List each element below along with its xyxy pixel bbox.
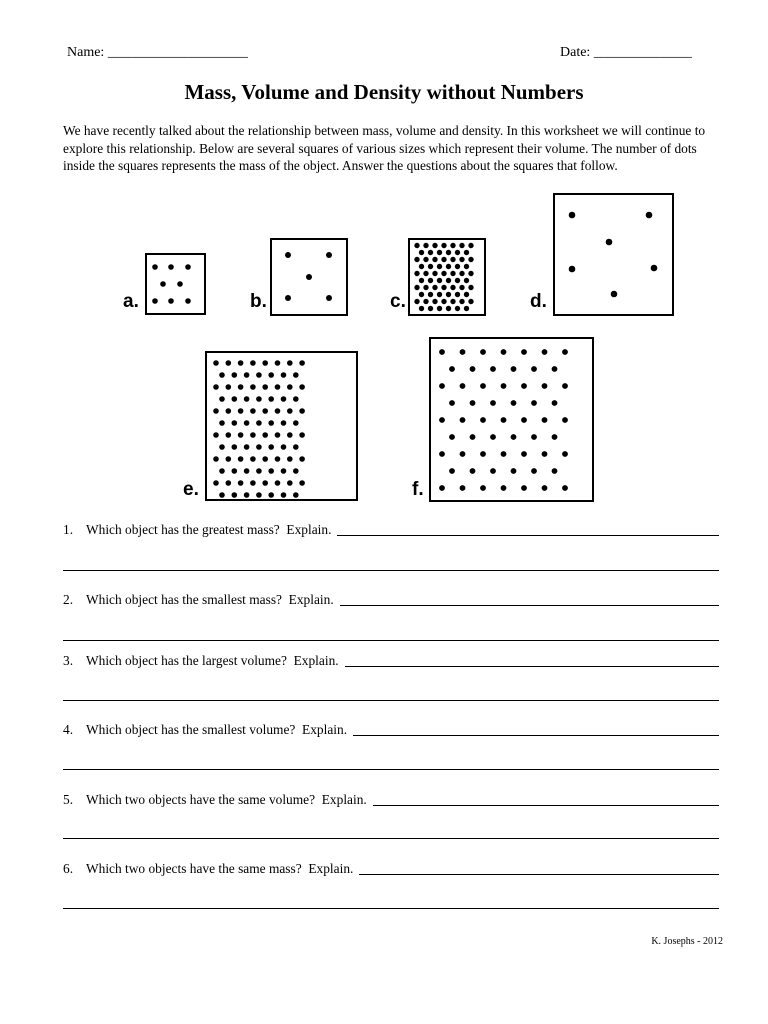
square-f-dot bbox=[480, 417, 486, 423]
square-a-dot bbox=[177, 281, 183, 287]
square-f-dot bbox=[480, 349, 486, 355]
question-2 bbox=[63, 592, 719, 608]
square-c-dot bbox=[419, 292, 424, 297]
square-e-dot bbox=[287, 480, 293, 486]
square-c-dot bbox=[441, 243, 446, 248]
square-e-dot bbox=[226, 432, 232, 438]
answer-blank[interactable] bbox=[345, 654, 719, 667]
square-f-dot bbox=[511, 434, 517, 440]
square-c-dot bbox=[432, 299, 437, 304]
square-e-dot bbox=[226, 408, 232, 414]
square-c-dot bbox=[441, 271, 446, 276]
square-d-label: d. bbox=[530, 291, 547, 312]
square-b-dot bbox=[326, 295, 332, 301]
square-e-dot bbox=[287, 384, 293, 390]
question-number: 2. bbox=[63, 592, 74, 607]
square-e-dot bbox=[275, 432, 281, 438]
square-c-dot bbox=[414, 257, 419, 262]
square-e-dot bbox=[256, 420, 262, 426]
square-e-dot bbox=[238, 384, 244, 390]
square-e-dot bbox=[268, 420, 274, 426]
square-e-dot bbox=[250, 408, 256, 414]
square-f-dot bbox=[562, 417, 568, 423]
square-f-dot bbox=[542, 417, 548, 423]
square-e-dot bbox=[232, 444, 238, 450]
square-c-dot bbox=[423, 271, 428, 276]
square-f-dot bbox=[449, 366, 455, 372]
square-c-dot bbox=[446, 292, 451, 297]
square-c-dot bbox=[446, 306, 451, 311]
answer-blank[interactable] bbox=[337, 523, 719, 536]
square-e-dot bbox=[293, 444, 299, 450]
square-f-dot bbox=[531, 366, 537, 372]
square-c-dot bbox=[428, 292, 433, 297]
square-e-dot bbox=[219, 444, 225, 450]
square-f-dot bbox=[531, 468, 537, 474]
square-e-dot bbox=[287, 408, 293, 414]
question-text: Which object has the greatest mass? Explain. bbox=[86, 522, 332, 537]
square-c-dot bbox=[419, 278, 424, 283]
square-c-dot bbox=[423, 257, 428, 262]
square-f-dot bbox=[562, 349, 568, 355]
square-c-dot bbox=[459, 271, 464, 276]
square-d-dot bbox=[611, 291, 618, 298]
square-f-dot bbox=[552, 434, 558, 440]
square-e-dot bbox=[250, 384, 256, 390]
square-e-dot bbox=[232, 372, 238, 378]
square-e-dot bbox=[250, 456, 256, 462]
square-a bbox=[145, 253, 206, 315]
square-c-dot bbox=[464, 306, 469, 311]
square-e-dot bbox=[275, 456, 281, 462]
square-e-dot bbox=[232, 492, 238, 498]
square-f-dot bbox=[501, 451, 507, 457]
square-d-dot bbox=[569, 266, 576, 273]
square-f-dot bbox=[490, 400, 496, 406]
square-c-dot bbox=[437, 250, 442, 255]
square-e-dot bbox=[219, 468, 225, 474]
square-e-dot bbox=[238, 480, 244, 486]
square-c-dot bbox=[464, 292, 469, 297]
square-e-dot bbox=[293, 468, 299, 474]
answer-line[interactable] bbox=[63, 570, 719, 571]
square-c-dot bbox=[414, 271, 419, 276]
square-e-dot bbox=[281, 468, 287, 474]
square-f-dot bbox=[460, 417, 466, 423]
square-e-dot bbox=[287, 432, 293, 438]
square-a-dot bbox=[168, 264, 174, 270]
square-e-dot bbox=[213, 360, 219, 366]
square-e bbox=[205, 351, 358, 501]
square-c-dot bbox=[459, 257, 464, 262]
square-f-dot bbox=[562, 485, 568, 491]
square-c-dot bbox=[432, 243, 437, 248]
square-e-dot bbox=[281, 372, 287, 378]
square-e-dot bbox=[232, 420, 238, 426]
square-e-dot bbox=[256, 372, 262, 378]
square-e-dot bbox=[287, 456, 293, 462]
square-e-dot bbox=[256, 396, 262, 402]
square-f-dot bbox=[501, 383, 507, 389]
answer-line[interactable] bbox=[63, 838, 719, 839]
square-c-dot bbox=[455, 278, 460, 283]
square-f-dot bbox=[470, 434, 476, 440]
square-e-dot bbox=[219, 492, 225, 498]
square-e-dot bbox=[268, 492, 274, 498]
answer-line[interactable] bbox=[63, 908, 719, 909]
square-f-dot bbox=[521, 417, 527, 423]
square-e-dot bbox=[244, 396, 250, 402]
square-e-dot bbox=[293, 372, 299, 378]
name-field[interactable]: Name: ____________________ bbox=[67, 45, 248, 60]
square-c-dot bbox=[455, 306, 460, 311]
square-f-dot bbox=[542, 349, 548, 355]
square-b-dot bbox=[285, 252, 291, 258]
square-e-dot bbox=[299, 432, 305, 438]
square-f-dot bbox=[439, 485, 445, 491]
square-e-dot bbox=[213, 480, 219, 486]
question-number: 6. bbox=[63, 861, 74, 876]
square-f-dot bbox=[449, 434, 455, 440]
square-f-dot bbox=[490, 468, 496, 474]
square-e-dot bbox=[213, 408, 219, 414]
square-e-dot bbox=[226, 456, 232, 462]
square-c-dot bbox=[419, 306, 424, 311]
square-b-label: b. bbox=[250, 291, 267, 312]
square-f-dot bbox=[490, 434, 496, 440]
square-f-dot bbox=[470, 400, 476, 406]
square-e-dot bbox=[293, 396, 299, 402]
question-6 bbox=[63, 861, 719, 877]
answer-line[interactable] bbox=[63, 700, 719, 701]
square-e-dot bbox=[226, 384, 232, 390]
square-c-dot bbox=[446, 278, 451, 283]
square-f-dot bbox=[562, 383, 568, 389]
square-f-dot bbox=[531, 434, 537, 440]
question-text: Which object has the smallest mass? Explain. bbox=[86, 592, 334, 607]
square-e-dot bbox=[250, 432, 256, 438]
question-text: Which object has the smallest volume? Explain. bbox=[86, 722, 348, 737]
square-f-dot bbox=[480, 485, 486, 491]
square-c-dot bbox=[437, 278, 442, 283]
square-c-dot bbox=[428, 264, 433, 269]
square-c-dot bbox=[414, 243, 419, 248]
square-e-dot bbox=[213, 456, 219, 462]
square-d-dot bbox=[606, 239, 613, 246]
square-a-dot bbox=[152, 264, 158, 270]
square-f-dot bbox=[480, 383, 486, 389]
square-e-dot bbox=[238, 432, 244, 438]
question-4 bbox=[63, 722, 719, 738]
square-e-dot bbox=[275, 360, 281, 366]
answer-blank[interactable] bbox=[373, 793, 719, 806]
square-f-dot bbox=[501, 485, 507, 491]
square-c-dot bbox=[450, 257, 455, 262]
square-e-dot bbox=[281, 420, 287, 426]
square-e-label: e. bbox=[183, 479, 199, 500]
square-e-dot bbox=[219, 396, 225, 402]
square-f-dot bbox=[511, 366, 517, 372]
square-e-dot bbox=[275, 384, 281, 390]
square-c-dot bbox=[423, 299, 428, 304]
square-b-dot bbox=[285, 295, 291, 301]
square-c-dot bbox=[428, 278, 433, 283]
square-c-dot bbox=[450, 285, 455, 290]
square-e-dot bbox=[268, 444, 274, 450]
square-f-dot bbox=[439, 349, 445, 355]
square-f-dot bbox=[511, 468, 517, 474]
square-f-dot bbox=[460, 383, 466, 389]
square-c-dot bbox=[468, 243, 473, 248]
square-c-dot bbox=[459, 285, 464, 290]
square-e-dot bbox=[281, 444, 287, 450]
square-a-dot bbox=[168, 298, 174, 304]
square-e-dot bbox=[262, 408, 268, 414]
square-c-dot bbox=[464, 264, 469, 269]
square-f-dot bbox=[470, 468, 476, 474]
square-f-dot bbox=[439, 417, 445, 423]
square-d-dot bbox=[646, 212, 653, 219]
square-f-dot bbox=[439, 451, 445, 457]
square-c-dot bbox=[432, 257, 437, 262]
square-f-dot bbox=[552, 468, 558, 474]
question-text: Which two objects have the same volume? Explain. bbox=[86, 792, 367, 807]
square-c-dot bbox=[450, 243, 455, 248]
square-f-dot bbox=[439, 383, 445, 389]
answer-line[interactable] bbox=[63, 640, 719, 641]
square-c-dot bbox=[419, 264, 424, 269]
square-c-dot bbox=[450, 271, 455, 276]
square-c-dot bbox=[441, 299, 446, 304]
square-c-dot bbox=[455, 292, 460, 297]
date-field[interactable]: Date: ______________ bbox=[560, 45, 692, 60]
square-f-dot bbox=[511, 400, 517, 406]
square-e-dot bbox=[262, 360, 268, 366]
square-e-dot bbox=[262, 456, 268, 462]
square-c-dot bbox=[414, 285, 419, 290]
square-f-dot bbox=[531, 400, 537, 406]
square-c-dot bbox=[446, 264, 451, 269]
square-e-dot bbox=[238, 360, 244, 366]
square-c-dot bbox=[464, 278, 469, 283]
intro-paragraph: We have recently talked about the relationship between mass, volume and density. In this worksheet we will continue to explore this relationship. Below are several squares of various sizes which represent their volume. The number of dots inside the squares represents the mass of the object. Answer the questions about the squares that follow. bbox=[63, 123, 706, 174]
square-c-dot bbox=[468, 271, 473, 276]
square-e-dot bbox=[219, 372, 225, 378]
square-c-dot bbox=[459, 299, 464, 304]
square-f-dot bbox=[521, 349, 527, 355]
square-f-label: f. bbox=[412, 479, 424, 500]
square-a-dot bbox=[185, 298, 191, 304]
square-e-dot bbox=[268, 468, 274, 474]
square-c-dot bbox=[437, 264, 442, 269]
square-f-dot bbox=[501, 417, 507, 423]
square-c-dot bbox=[437, 292, 442, 297]
square-f bbox=[429, 337, 594, 502]
square-f-dot bbox=[449, 400, 455, 406]
square-c-label: c. bbox=[390, 291, 406, 312]
square-e-dot bbox=[299, 408, 305, 414]
square-e-dot bbox=[250, 480, 256, 486]
square-e-dot bbox=[262, 480, 268, 486]
square-f-dot bbox=[460, 349, 466, 355]
square-e-dot bbox=[232, 468, 238, 474]
square-c-dot bbox=[432, 285, 437, 290]
square-f-dot bbox=[521, 451, 527, 457]
square-a-dot bbox=[185, 264, 191, 270]
question-number: 4. bbox=[63, 722, 74, 737]
square-e-dot bbox=[299, 384, 305, 390]
square-f-dot bbox=[501, 349, 507, 355]
square-a-label: a. bbox=[123, 291, 139, 312]
square-e-dot bbox=[244, 372, 250, 378]
square-e-dot bbox=[262, 384, 268, 390]
square-c bbox=[408, 238, 486, 316]
square-c-dot bbox=[441, 285, 446, 290]
square-f-dot bbox=[521, 485, 527, 491]
square-c-dot bbox=[459, 243, 464, 248]
footer-credit: K. Josephs - 2012 bbox=[651, 936, 723, 947]
square-c-dot bbox=[464, 250, 469, 255]
square-e-dot bbox=[256, 444, 262, 450]
square-b-dot bbox=[326, 252, 332, 258]
square-f-dot bbox=[460, 451, 466, 457]
square-c-dot bbox=[455, 250, 460, 255]
square-e-dot bbox=[226, 480, 232, 486]
square-b bbox=[270, 238, 348, 316]
square-e-dot bbox=[281, 396, 287, 402]
question-5 bbox=[63, 792, 719, 808]
question-3 bbox=[63, 653, 719, 669]
square-f-dot bbox=[470, 366, 476, 372]
square-f-dot bbox=[449, 468, 455, 474]
square-e-dot bbox=[238, 408, 244, 414]
square-c-dot bbox=[428, 306, 433, 311]
square-c-dot bbox=[446, 250, 451, 255]
square-e-dot bbox=[268, 372, 274, 378]
square-c-dot bbox=[450, 299, 455, 304]
square-e-dot bbox=[293, 420, 299, 426]
square-f-dot bbox=[552, 400, 558, 406]
square-f-dot bbox=[490, 366, 496, 372]
square-e-dot bbox=[213, 384, 219, 390]
square-e-dot bbox=[299, 480, 305, 486]
question-text: Which object has the largest volume? Explain. bbox=[86, 653, 339, 668]
square-c-dot bbox=[468, 285, 473, 290]
square-e-dot bbox=[287, 360, 293, 366]
square-c-dot bbox=[423, 243, 428, 248]
square-e-dot bbox=[244, 420, 250, 426]
answer-blank[interactable] bbox=[340, 593, 719, 606]
square-f-dot bbox=[562, 451, 568, 457]
square-f-dot bbox=[460, 485, 466, 491]
answer-line[interactable] bbox=[63, 769, 719, 770]
square-e-dot bbox=[299, 456, 305, 462]
square-e-dot bbox=[256, 492, 262, 498]
square-c-dot bbox=[468, 299, 473, 304]
square-e-dot bbox=[244, 444, 250, 450]
square-c-dot bbox=[423, 285, 428, 290]
square-e-dot bbox=[275, 480, 281, 486]
square-c-dot bbox=[419, 250, 424, 255]
square-e-dot bbox=[244, 468, 250, 474]
square-e-dot bbox=[219, 420, 225, 426]
square-b-dot bbox=[306, 274, 312, 280]
square-e-dot bbox=[226, 360, 232, 366]
square-f-dot bbox=[542, 383, 548, 389]
square-a-dot bbox=[152, 298, 158, 304]
square-c-dot bbox=[432, 271, 437, 276]
square-e-dot bbox=[244, 492, 250, 498]
square-e-dot bbox=[213, 432, 219, 438]
square-f-dot bbox=[542, 485, 548, 491]
square-e-dot bbox=[268, 396, 274, 402]
square-e-dot bbox=[299, 360, 305, 366]
question-text: Which two objects have the same mass? Explain. bbox=[86, 861, 354, 876]
square-f-dot bbox=[542, 451, 548, 457]
square-e-dot bbox=[232, 396, 238, 402]
square-d bbox=[553, 193, 674, 316]
square-c-dot bbox=[414, 299, 419, 304]
square-a-dot bbox=[160, 281, 166, 287]
question-number: 5. bbox=[63, 792, 74, 807]
square-f-dot bbox=[552, 366, 558, 372]
square-d-dot bbox=[569, 212, 576, 219]
square-c-dot bbox=[437, 306, 442, 311]
square-f-dot bbox=[521, 383, 527, 389]
question-1 bbox=[63, 522, 719, 538]
square-c-dot bbox=[441, 257, 446, 262]
square-e-dot bbox=[293, 492, 299, 498]
square-e-dot bbox=[262, 432, 268, 438]
question-number: 3. bbox=[63, 653, 74, 668]
square-e-dot bbox=[238, 456, 244, 462]
square-d-dot bbox=[651, 265, 658, 272]
page-title: Mass, Volume and Density without Numbers bbox=[184, 80, 584, 104]
answer-blank[interactable] bbox=[359, 862, 719, 875]
square-f-dot bbox=[480, 451, 486, 457]
square-e-dot bbox=[250, 360, 256, 366]
square-e-dot bbox=[281, 492, 287, 498]
square-c-dot bbox=[455, 264, 460, 269]
question-number: 1. bbox=[63, 522, 74, 537]
answer-blank[interactable] bbox=[353, 723, 719, 736]
square-e-dot bbox=[256, 468, 262, 474]
square-c-dot bbox=[468, 257, 473, 262]
square-e-dot bbox=[275, 408, 281, 414]
square-c-dot bbox=[428, 250, 433, 255]
